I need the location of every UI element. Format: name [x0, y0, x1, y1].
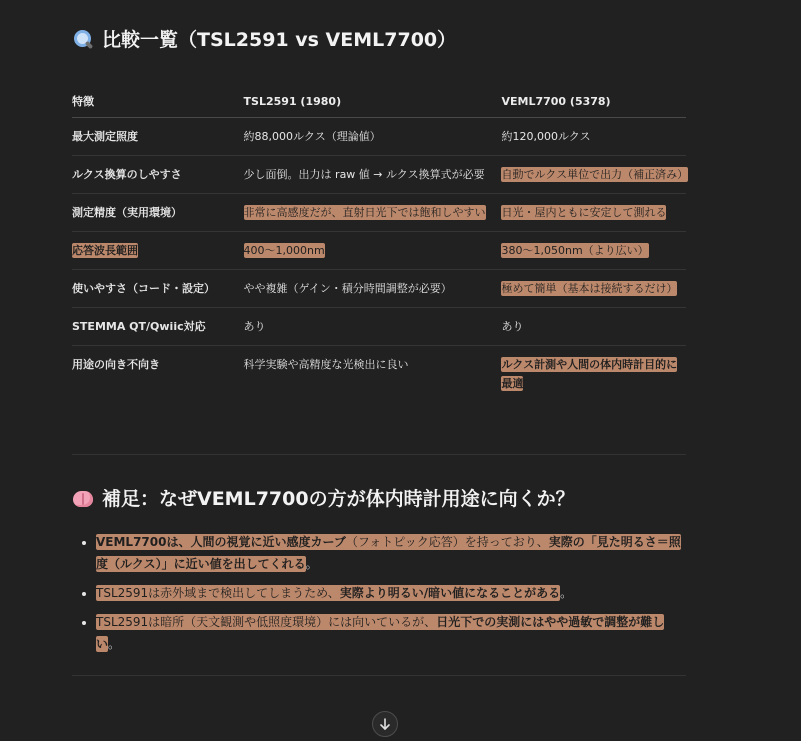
bottom-divider — [72, 675, 686, 676]
table-row — [72, 346, 686, 403]
row-feature: STEMMA QT/Qwiic対応 — [72, 308, 244, 346]
comparison-title: 比較一覧（TSL2591 vs VEML7700） — [102, 29, 457, 51]
row-tsl-value: あり — [244, 308, 502, 346]
list-item: • VEML7700は、人間の視覚に近い感度カーブ（フォトピック応答）を持っており、実際の「見た明るさ＝照度（ルクス）」に近い値を出してくれる。 — [96, 531, 686, 575]
row-feature: 応答波長範囲 — [72, 232, 244, 270]
row-tsl-value: やや複雑（ゲイン・積分時間調整が必要） — [244, 270, 502, 308]
row-tsl-value: 科学実験や高精度な光検出に良い — [243, 358, 409, 371]
row-tsl-value: 非常に高感度だが、直射日光下では飽和しやすい — [244, 194, 502, 232]
comparison-table — [72, 86, 689, 402]
supplement-heading — [72, 481, 686, 517]
header-feature: 特徴 — [72, 86, 244, 118]
brain-icon — [72, 488, 94, 510]
row-feature: ルクス換算のしやすさ — [72, 156, 244, 194]
table-row — [72, 308, 686, 346]
row-veml-value: 約120,000ルクス — [501, 118, 686, 156]
table-row — [72, 118, 686, 156]
row-tsl-value: 400〜1,000nm — [244, 232, 502, 270]
row-feature: 測定精度（実用環境） — [72, 194, 244, 232]
row-tsl-value: 少し面倒。出力は raw 値 → ルクス換算式が必要 — [244, 156, 502, 194]
section-divider — [72, 454, 686, 455]
scroll-to-bottom-button[interactable] — [372, 711, 398, 737]
row-veml-value: あり — [501, 308, 686, 346]
table-row — [72, 194, 686, 232]
row-feature: 用途の向き不向き — [72, 358, 160, 371]
table-row — [72, 156, 686, 194]
row-feature: 最大測定照度 — [72, 118, 244, 156]
row-veml-value: 自動でルクス単位で出力（補正済み） — [501, 156, 686, 194]
table-row — [72, 232, 686, 270]
row-tsl-value: 約88,000ルクス（理論値） — [244, 118, 502, 156]
arrow-down-icon — [378, 717, 392, 731]
magnifying-glass-icon — [72, 29, 94, 51]
message-content — [72, 22, 689, 676]
table-header-row — [72, 86, 686, 118]
header-veml7700: VEML7700 (5378) — [501, 86, 686, 118]
header-tsl2591: TSL2591 (1980) — [244, 86, 502, 118]
supplement-list — [72, 531, 686, 655]
list-item: • TSL2591は暗所（天文観測や低照度環境）には向いているが、日光下での実測にはやや過敏で調整が難しい。 — [96, 611, 686, 655]
comparison-heading — [72, 22, 686, 58]
row-veml-value: 日光・屋内ともに安定して測れる — [501, 194, 686, 232]
row-veml-value: 極めて簡単（基本は接続するだけ） — [501, 270, 686, 308]
supplement-title: 補足：なぜVEML7700の方が体内時計用途に向くか？ — [102, 488, 575, 510]
row-veml-value: 380〜1,050nm（より広い） — [501, 232, 686, 270]
list-item: • TSL2591は赤外域まで検出してしまうため、実際より明るい/暗い値になることがある。 — [96, 582, 686, 604]
table-row — [72, 270, 686, 308]
row-veml-value: ルクス計測や人間の体内時計目的に最適 — [501, 358, 678, 390]
row-feature: 使いやすさ（コード・設定） — [72, 270, 244, 308]
